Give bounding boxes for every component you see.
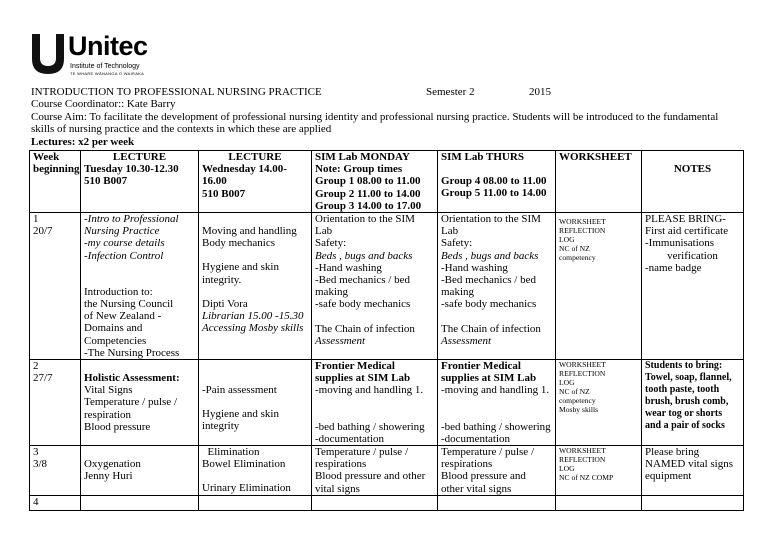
- header-notes: NOTES: [642, 151, 744, 213]
- lecture-tuesday-cell: Oxygenation Jenny Huri: [81, 446, 199, 496]
- schedule-table: [29, 150, 744, 511]
- table-row: [30, 213, 744, 360]
- unitec-u-icon: [30, 32, 66, 76]
- course-coordinator: Course Coordinator:: Kate Barry: [31, 98, 176, 111]
- logo-maori: TE WHARE WĀNANGA O WAIRAKA: [70, 71, 145, 76]
- lecture-tuesday-cell: -Intro to Professional Nursing Practice -my course details -Infection Control Introduction to: the Nursing Council of New Zealand - Domains and Competencies -The Nursing Process: [81, 213, 199, 360]
- lecture-wednesday-cell: [199, 495, 312, 510]
- header-lecture-tuesday: LECTURE Tuesday 10.30-12.30 510 B007: [81, 151, 199, 213]
- document-header: [31, 86, 741, 148]
- simlab-thursday-cell: Orientation to the SIM Lab Safety: Beds , bugs and backs -Hand washing -Bed mechanics / bed making -safe body mechanics The Chain of infection Assessment: [438, 213, 556, 360]
- table-row: [30, 495, 744, 510]
- week-cell: 1 20/7: [30, 213, 81, 360]
- week-cell: 2 27/7: [30, 360, 81, 446]
- logo-brand: Unitec: [68, 31, 148, 61]
- notes-cell: Please bring NAMED vital signs equipment: [642, 446, 744, 496]
- worksheet-cell: [556, 495, 642, 510]
- header-simlab-thursday: SIM Lab THURS Group 4 08.00 to 11.00 Group 5 11.00 to 14.00: [438, 151, 556, 213]
- course-aim: Course Aim: To facilitate the development of professional nursing identity and professional nursing practice. Students will be introduced to the fundamental skills of nursing practice and the contexts in which these are applied: [31, 110, 719, 136]
- worksheet-cell: WORKSHEET REFLECTION LOG NC of NZ competency: [556, 213, 642, 360]
- unitec-logo: [30, 30, 160, 78]
- lecture-tuesday-cell: Holistic Assessment: Vital Signs Temperature / pulse / respiration Blood pressure: [81, 360, 199, 446]
- week-cell: 3 3/8: [30, 446, 81, 496]
- header-simlab-monday: SIM Lab MONDAY Note: Group times Group 1 08.00 to 11.00 Group 2 11.00 to 14.00 Group 3 14.00 to 17.00: [312, 151, 438, 213]
- header-worksheet: WORKSHEET: [556, 151, 642, 213]
- week-cell: 4: [30, 495, 81, 510]
- header-lecture-wednesday: LECTURE Wednesday 14.00- 16.00 510 B007: [199, 151, 312, 213]
- simlab-thursday-cell: [438, 495, 556, 510]
- simlab-monday-cell: Frontier Medical supplies at SIM Lab -moving and handling 1. -bed bathing / showering -documentation: [312, 360, 438, 446]
- logo-subtitle: Institute of Technology: [70, 63, 140, 70]
- table-header-row: [30, 151, 744, 213]
- lectures-per-week: Lectures: x2 per week: [31, 135, 135, 148]
- year: 2015: [529, 86, 551, 98]
- course-title: INTRODUCTION TO PROFESSIONAL NURSING PRACTICE: [31, 86, 322, 98]
- simlab-monday-cell: [312, 495, 438, 510]
- notes-cell: Students to bring: Towel, soap, flannel, tooth paste, tooth brush, brush comb, wear tog or shorts and a pair of socks: [642, 360, 744, 446]
- simlab-thursday-cell: Frontier Medical supplies at SIM Lab -moving and handling 1. -bed bathing / showering -documentation: [438, 360, 556, 446]
- worksheet-cell: WORKSHEET REFLECTION LOG NC of NZ COMP: [556, 446, 642, 496]
- notes-cell: PLEASE BRING- First aid certificate -Immunisations verification -name badge: [642, 213, 744, 360]
- worksheet-cell: WORKSHEET REFLECTION LOG NC of NZ competency Mosby skills: [556, 360, 642, 446]
- simlab-thursday-cell: Temperature / pulse / respirations Blood pressure and other vital signs: [438, 446, 556, 496]
- simlab-monday-cell: Orientation to the SIM Lab Safety: Beds , bugs and backs -Hand washing -Bed mechanics / bed making -safe body mechanics The Chain of infection Assessment: [312, 213, 438, 360]
- table-row: [30, 446, 744, 496]
- lecture-wednesday-cell: Moving and handling Body mechanics Hygiene and skin integrity. Dipti Vora Librarian 15.00 -15.30 Accessing Mosby skills: [199, 213, 312, 360]
- notes-cell: [642, 495, 744, 510]
- lecture-wednesday-cell: Elimination Bowel Elimination Urinary Elimination: [199, 446, 312, 496]
- table-row: [30, 360, 744, 446]
- lecture-wednesday-cell: -Pain assessment Hygiene and skin integrity: [199, 360, 312, 446]
- lecture-tuesday-cell: [81, 495, 199, 510]
- semester: Semester 2: [426, 86, 475, 98]
- simlab-monday-cell: Temperature / pulse / respirations Blood pressure and other vital signs: [312, 446, 438, 496]
- header-week: Week beginning: [30, 151, 81, 213]
